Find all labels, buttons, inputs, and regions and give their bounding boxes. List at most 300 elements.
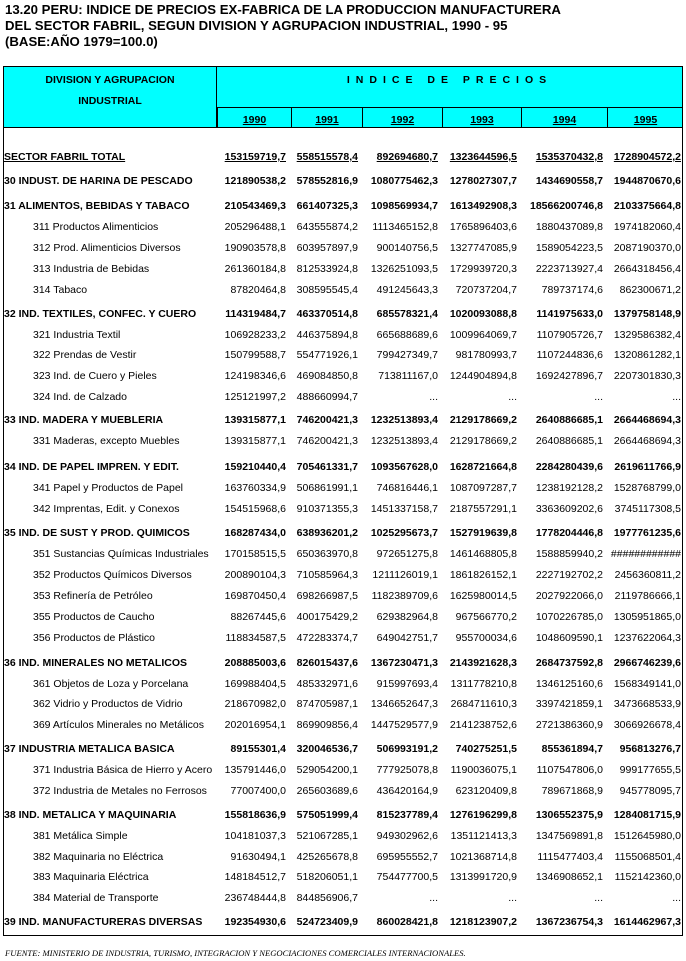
- table-row: [3, 460, 683, 474]
- value-cell-1995: 2087190370,0: [613, 242, 681, 254]
- value-cell-1993: ...: [508, 391, 517, 403]
- table-row: [3, 784, 683, 798]
- year-header-1991: 1991: [291, 107, 362, 128]
- value-cell-1993: 1276196299,8: [449, 809, 517, 821]
- value-cell-1993: 740275251,5: [455, 743, 517, 755]
- value-cell-1990: 208885003,6: [224, 657, 286, 669]
- value-cell-1990: 155818636,9: [224, 809, 286, 821]
- value-cell-1994: 1346908652,1: [535, 871, 603, 883]
- table-row: [3, 262, 683, 276]
- table-row: [3, 241, 683, 255]
- value-cell-1991: 265603689,6: [296, 785, 358, 797]
- value-cell-1995: 1944870670,6: [613, 175, 681, 187]
- value-cell-1995: 1379758148,9: [613, 308, 681, 320]
- value-cell-1995: ...: [672, 892, 681, 904]
- value-cell-1990: 218670982,0: [224, 698, 286, 710]
- table-row: [3, 697, 683, 711]
- value-cell-1992: ...: [429, 391, 438, 403]
- year-header-1993: 1993: [442, 107, 521, 128]
- value-cell-1993: 1313991720,9: [449, 871, 517, 883]
- value-cell-1995: 1528768799,0: [613, 482, 681, 494]
- value-cell-1994: 2684737592,8: [535, 657, 603, 669]
- table-row: [3, 718, 683, 732]
- row-label: 351 Sustancias Químicas Industriales: [33, 548, 209, 560]
- value-cell-1995: 2103375664,8: [613, 200, 681, 212]
- table-row: [3, 763, 683, 777]
- value-cell-1990: 153159719,7: [224, 151, 286, 163]
- value-cell-1991: 518206051,1: [296, 871, 358, 883]
- value-cell-1994: 855361894,7: [541, 743, 603, 755]
- value-cell-1990: 118834587,5: [225, 632, 286, 644]
- value-cell-1991: 826015437,6: [296, 657, 358, 669]
- table-row: [3, 413, 683, 427]
- value-cell-1992: 949302962,6: [376, 830, 438, 842]
- value-cell-1995: 2664468694,3: [613, 414, 681, 426]
- value-cell-1994: 1141975633,0: [536, 308, 603, 320]
- value-cell-1991: 643555874,2: [296, 221, 358, 233]
- year-header-1994: 1994: [521, 107, 607, 128]
- value-cell-1991: 698266987,5: [296, 590, 358, 602]
- row-label: 383 Maquinaria Eléctrica: [33, 871, 149, 883]
- value-cell-1991: 705461331,7: [296, 461, 358, 473]
- value-cell-1990: 87820464,8: [230, 284, 286, 296]
- value-cell-1991: 746200421,3: [296, 414, 358, 426]
- value-cell-1995: 1237622064,3: [613, 632, 681, 644]
- value-cell-1993: ...: [508, 892, 517, 904]
- value-cell-1991: 521067285,1: [296, 830, 358, 842]
- table-row: [3, 369, 683, 383]
- value-cell-1992: 746816446,1: [376, 482, 438, 494]
- row-label: 37 INDUSTRIA METALICA BASICA: [4, 743, 175, 755]
- value-cell-1992: 972651275,8: [376, 548, 438, 560]
- value-cell-1993: 1628721664,8: [449, 461, 517, 473]
- value-cell-1991: 650363970,8: [296, 548, 358, 560]
- value-cell-1993: 1278027307,7: [449, 175, 517, 187]
- table-row: [3, 631, 683, 645]
- value-cell-1992: 777925078,8: [376, 764, 438, 776]
- value-cell-1993: 1218123907,2: [449, 916, 517, 928]
- value-cell-1993: 967566770,2: [455, 611, 517, 623]
- value-cell-1993: 1613492908,3: [449, 200, 517, 212]
- row-label: 36 IND. MINERALES NO METALICOS: [4, 657, 187, 669]
- page-title: [5, 2, 561, 50]
- value-cell-1991: 710585964,3: [296, 569, 358, 581]
- value-cell-1993: 1327747085,9: [449, 242, 517, 254]
- value-cell-1991: 578552816,9: [296, 175, 358, 187]
- value-cell-1994: 18566200746,8: [530, 200, 603, 212]
- row-label: 39 IND. MANUFACTURERAS DIVERSAS: [4, 916, 203, 928]
- row-label: 324 Ind. de Calzado: [33, 391, 127, 403]
- value-cell-1992: 1232513893,4: [370, 435, 438, 447]
- value-cell-1994: 789671868,9: [541, 785, 603, 797]
- value-cell-1990: 106928233,2: [224, 329, 286, 341]
- row-label: 382 Maquinaria no Eléctrica: [33, 851, 164, 863]
- value-cell-1991: 874705987,1: [296, 698, 358, 710]
- row-label: 30 INDUST. DE HARINA DE PESCADO: [4, 175, 193, 187]
- table-row: [3, 328, 683, 342]
- value-cell-1994: 1107905726,7: [536, 329, 603, 341]
- table-row: [3, 829, 683, 843]
- row-label: 342 Imprentas, Edit. y Conexos: [33, 503, 180, 515]
- value-cell-1995: 1305951865,0: [613, 611, 681, 623]
- row-label: 31 ALIMENTOS, BEBIDAS Y TABACO: [4, 200, 190, 212]
- value-cell-1995: 999177655,5: [619, 764, 681, 776]
- row-label: 355 Productos de Caucho: [33, 611, 155, 623]
- row-label: 381 Metálica Simple: [33, 830, 128, 842]
- value-cell-1995: 2119786666,1: [614, 590, 681, 602]
- value-cell-1990: 169988404,5: [224, 678, 286, 690]
- value-cell-1993: 1625980014,5: [449, 590, 517, 602]
- value-cell-1995: 1512645980,0: [613, 830, 681, 842]
- value-cell-1994: 1434690558,7: [535, 175, 603, 187]
- value-cell-1995: 945778095,7: [619, 785, 681, 797]
- row-label: 361 Objetos de Loza y Porcelana: [33, 678, 189, 690]
- value-cell-1990: 88267445,6: [230, 611, 286, 623]
- indice-header: INDICE DE PRECIOS: [217, 67, 682, 108]
- value-cell-1994: 1070226785,0: [535, 611, 603, 623]
- value-cell-1995: 1728904572,2: [613, 151, 681, 163]
- value-cell-1990: 125121997,2: [224, 391, 286, 403]
- value-cell-1993: 2684711610,3: [450, 698, 517, 710]
- title-line-2: DEL SECTOR FABRIL, SEGUN DIVISION Y AGRUPACION INDUSTRIAL, 1990 - 95: [5, 18, 508, 33]
- value-cell-1993: 623120409,8: [455, 785, 517, 797]
- value-cell-1992: 665688689,6: [376, 329, 438, 341]
- table-row: [3, 891, 683, 905]
- value-cell-1992: 892694680,7: [376, 151, 438, 163]
- value-cell-1991: 558515578,4: [296, 151, 358, 163]
- year-header-1992: 1992: [362, 107, 442, 128]
- value-cell-1990: 150799588,7: [224, 349, 286, 361]
- value-cell-1990: 139315877,1: [224, 435, 286, 447]
- row-label: 322 Prendas de Vestir: [33, 349, 137, 361]
- value-cell-1993: 955700034,6: [455, 632, 517, 644]
- table-row: [3, 915, 683, 929]
- value-cell-1994: 1115477403,4: [537, 851, 603, 863]
- value-cell-1991: 661407325,3: [296, 200, 358, 212]
- division-header: [4, 67, 217, 127]
- title-line-3: (BASE:AÑO 1979=100.0): [5, 34, 158, 49]
- table-row: [3, 808, 683, 822]
- value-cell-1990: 200890104,3: [224, 569, 286, 581]
- value-cell-1994: 1588859940,2: [535, 548, 603, 560]
- value-cell-1993: 1190036075,1: [450, 764, 517, 776]
- value-cell-1992: 1098569934,7: [370, 200, 438, 212]
- row-label: 362 Vidrio y Productos de Vidrio: [33, 698, 183, 710]
- table-row: [3, 589, 683, 603]
- value-cell-1995: 1614462967,3: [613, 916, 681, 928]
- value-cell-1991: 869909856,4: [296, 719, 358, 731]
- value-cell-1993: 1323644596,5: [449, 151, 517, 163]
- value-cell-1994: 2027922066,0: [535, 590, 603, 602]
- value-cell-1992: 629382964,8: [376, 611, 438, 623]
- value-cell-1994: 1367236754,3: [535, 916, 603, 928]
- value-cell-1992: 799427349,7: [376, 349, 438, 361]
- value-cell-1992: 491245643,3: [376, 284, 438, 296]
- value-cell-1992: 1451337158,7: [370, 503, 438, 515]
- value-cell-1990: 190903578,8: [224, 242, 286, 254]
- table-row: [3, 850, 683, 864]
- table-row: [3, 150, 683, 164]
- value-cell-1990: 205296488,1: [224, 221, 286, 233]
- value-cell-1994: 1107547806,0: [536, 764, 603, 776]
- value-cell-1995: 862300671,2: [619, 284, 681, 296]
- value-cell-1994: 2227192702,2: [535, 569, 603, 581]
- value-cell-1993: 1351121413,3: [450, 830, 517, 842]
- row-label: 352 Productos Químicos Diversos: [33, 569, 192, 581]
- value-cell-1992: 1025295673,7: [370, 527, 438, 539]
- value-cell-1995: 1284081715,9: [613, 809, 681, 821]
- table-row: [3, 742, 683, 756]
- value-cell-1991: 425265678,8: [296, 851, 358, 863]
- value-cell-1993: 1311778210,8: [450, 678, 517, 690]
- row-label: SECTOR FABRIL TOTAL: [4, 151, 126, 163]
- value-cell-1995: 2456360811,2: [614, 569, 681, 581]
- value-cell-1995: 2664468694,3: [613, 435, 681, 447]
- value-cell-1992: 649042751,7: [376, 632, 438, 644]
- value-cell-1995: 1977761235,6: [613, 527, 681, 539]
- value-cell-1990: 163760334,9: [224, 482, 286, 494]
- value-cell-1990: 135791446,0: [224, 764, 286, 776]
- value-cell-1995: 2966746239,6: [613, 657, 681, 669]
- table-row: [3, 199, 683, 213]
- year-header-1990: 1990: [217, 107, 291, 128]
- table-row: [3, 610, 683, 624]
- value-cell-1992: 1093567628,0: [370, 461, 438, 473]
- value-cell-1993: 1244904894,8: [449, 370, 517, 382]
- value-cell-1992: 815237789,4: [376, 809, 438, 821]
- value-cell-1991: 463370514,8: [296, 308, 358, 320]
- value-cell-1994: 2721386360,9: [535, 719, 603, 731]
- value-cell-1990: 236748444,8: [224, 892, 286, 904]
- table-row: [3, 174, 683, 188]
- value-cell-1991: 506861991,1: [296, 482, 358, 494]
- row-label: 311 Productos Alimenticios: [33, 221, 159, 233]
- value-cell-1993: 1527919639,8: [449, 527, 517, 539]
- value-cell-1991: 812533924,8: [296, 263, 358, 275]
- value-cell-1991: 469084850,8: [296, 370, 358, 382]
- value-cell-1992: 1232513893,4: [370, 414, 438, 426]
- value-cell-1993: 720737204,7: [455, 284, 517, 296]
- value-cell-1992: 1326251093,5: [370, 263, 438, 275]
- value-cell-1992: 1367230471,3: [370, 657, 438, 669]
- value-cell-1993: 1461468805,8: [449, 548, 517, 560]
- value-cell-1994: 1048609590,1: [535, 632, 603, 644]
- value-cell-1990: 202016954,1: [224, 719, 286, 731]
- value-cell-1994: 2284280439,6: [535, 461, 603, 473]
- value-cell-1992: 860028421,8: [376, 916, 438, 928]
- table-header: [3, 66, 683, 128]
- value-cell-1993: 1765896403,6: [449, 221, 517, 233]
- value-cell-1990: 170158515,5: [224, 548, 286, 560]
- value-cell-1990: 168287434,0: [224, 527, 286, 539]
- value-cell-1993: 1020093088,8: [449, 308, 517, 320]
- value-cell-1994: 1589054223,5: [535, 242, 603, 254]
- source-note: FUENTE: MINISTERIO DE INDUSTRIA, TURISMO, INTEGRACION Y NEGOCIACIONES COMERCIALES INTERNACIONALES.: [5, 948, 466, 958]
- value-cell-1990: 121890538,2: [224, 175, 286, 187]
- row-label: 341 Papel y Productos de Papel: [33, 482, 184, 494]
- value-cell-1991: 844856906,7: [296, 892, 358, 904]
- value-cell-1993: 1861826152,1: [449, 569, 517, 581]
- value-cell-1995: 1329586382,4: [613, 329, 681, 341]
- value-cell-1995: 2664318456,4: [613, 263, 681, 275]
- value-cell-1990: 159210440,4: [224, 461, 286, 473]
- row-label: 33 IND. MADERA Y MUEBLERIA: [4, 414, 164, 426]
- value-cell-1995: 2619611766,9: [614, 461, 681, 473]
- value-cell-1995: ...: [672, 391, 681, 403]
- value-cell-1993: 1009964069,7: [449, 329, 517, 341]
- value-cell-1991: 400175429,2: [296, 611, 358, 623]
- row-label: 35 IND. DE SUST Y PROD. QUIMICOS: [4, 527, 190, 539]
- value-cell-1992: 436420164,9: [376, 785, 438, 797]
- value-cell-1995: 1974182060,4: [613, 221, 681, 233]
- row-label: 353 Refinería de Petróleo: [33, 590, 153, 602]
- value-cell-1993: 2129178669,2: [449, 435, 517, 447]
- value-cell-1990: 77007400,0: [230, 785, 286, 797]
- value-cell-1992: 1346652647,3: [370, 698, 438, 710]
- value-cell-1993: 2141238752,6: [449, 719, 517, 731]
- row-label: 313 Industria de Bebidas: [33, 263, 150, 275]
- value-cell-1990: 124198346,6: [224, 370, 286, 382]
- value-cell-1995: 3066926678,4: [613, 719, 681, 731]
- table-row: [3, 481, 683, 495]
- row-label: 312 Prod. Alimenticios Diversos: [33, 242, 181, 254]
- value-cell-1992: 506993191,2: [376, 743, 438, 755]
- value-cell-1991: 575051999,4: [296, 809, 358, 821]
- value-cell-1994: 1107244836,6: [536, 349, 603, 361]
- value-cell-1991: 746200421,3: [296, 435, 358, 447]
- value-cell-1992: ...: [429, 892, 438, 904]
- table-row: [3, 526, 683, 540]
- value-cell-1990: 148184512,7: [224, 871, 286, 883]
- value-cell-1990: 192354930,6: [224, 916, 286, 928]
- table-row: [3, 390, 683, 404]
- row-label: 314 Tabaco: [33, 284, 88, 296]
- value-cell-1993: 1729939720,3: [449, 263, 517, 275]
- value-cell-1991: 603957897,9: [296, 242, 358, 254]
- value-cell-1990: 169870450,4: [224, 590, 286, 602]
- table-row: [3, 283, 683, 297]
- value-cell-1992: 1182389709,6: [371, 590, 438, 602]
- value-cell-1995: 3745117308,5: [614, 503, 681, 515]
- year-header-1995: 1995: [607, 107, 683, 128]
- value-cell-1991: 320046536,7: [296, 743, 358, 755]
- value-cell-1991: 488660994,7: [296, 391, 358, 403]
- value-cell-1995: 1155068501,4: [614, 851, 681, 863]
- value-cell-1991: 638936201,2: [296, 527, 358, 539]
- value-cell-1994: 1306552375,9: [535, 809, 603, 821]
- table-row: [3, 568, 683, 582]
- value-cell-1993: 2143921628,3: [449, 657, 517, 669]
- value-cell-1995: 1320861282,1: [613, 349, 681, 361]
- value-cell-1995: ############: [610, 548, 681, 560]
- value-cell-1991: 554771926,1: [296, 349, 358, 361]
- value-cell-1990: 139315877,1: [224, 414, 286, 426]
- value-cell-1995: 1152142360,0: [614, 871, 681, 883]
- value-cell-1990: 210543469,3: [224, 200, 286, 212]
- value-cell-1992: 1080775462,3: [370, 175, 438, 187]
- table-row: [3, 348, 683, 362]
- table-row: [3, 870, 683, 884]
- row-label: 369 Artículos Minerales no Metálicos: [33, 719, 204, 731]
- row-label: 38 IND. METALICA Y MAQUINARIA: [4, 809, 177, 821]
- value-cell-1994: 789737174,6: [541, 284, 603, 296]
- value-cell-1993: 2187557291,1: [449, 503, 517, 515]
- row-label: 323 Ind. de Cuero y Pieles: [33, 370, 157, 382]
- value-cell-1994: 1778204446,8: [535, 527, 603, 539]
- value-cell-1994: 2640886685,1: [535, 435, 603, 447]
- value-cell-1991: 446375894,8: [296, 329, 358, 341]
- value-cell-1992: 754477700,5: [376, 871, 438, 883]
- value-cell-1991: 308595545,4: [296, 284, 358, 296]
- row-label: 356 Productos de Plástico: [33, 632, 155, 644]
- value-cell-1992: 713811167,0: [378, 370, 438, 382]
- value-cell-1992: 1211126019,1: [372, 569, 438, 581]
- value-cell-1991: 524723409,9: [296, 916, 358, 928]
- value-cell-1990: 114319484,7: [225, 308, 286, 320]
- value-cell-1991: 910371355,3: [296, 503, 358, 515]
- row-label: 34 IND. DE PAPEL IMPREN. Y EDIT.: [4, 461, 179, 473]
- value-cell-1994: 2223713927,4: [535, 263, 603, 275]
- row-label: 384 Material de Transporte: [33, 892, 159, 904]
- value-cell-1993: 2129178669,2: [449, 414, 517, 426]
- value-cell-1995: 3473668533,9: [613, 698, 681, 710]
- value-cell-1994: 1346125160,6: [535, 678, 603, 690]
- value-cell-1994: 1880437089,8: [535, 221, 603, 233]
- value-cell-1990: 261360184,8: [224, 263, 286, 275]
- value-cell-1992: 685578321,4: [376, 308, 438, 320]
- value-cell-1993: 981780993,7: [455, 349, 517, 361]
- table-row: [3, 307, 683, 321]
- table-row: [3, 434, 683, 448]
- value-cell-1992: 1113465152,8: [372, 221, 438, 233]
- row-label: 321 Industria Textil: [33, 329, 121, 341]
- row-label: 371 Industria Básica de Hierro y Acero: [33, 764, 213, 776]
- title-line-1: 13.20 PERU: INDICE DE PRECIOS EX-FABRICA DE LA PRODUCCION MANUFACTURERA: [5, 2, 561, 17]
- value-cell-1992: 1447529577,9: [370, 719, 438, 731]
- value-cell-1994: ...: [594, 391, 603, 403]
- value-cell-1994: 3363609202,6: [535, 503, 603, 515]
- value-cell-1994: 1238192128,2: [535, 482, 603, 494]
- value-cell-1990: 89155301,4: [230, 743, 286, 755]
- value-cell-1990: 91630494,1: [230, 851, 286, 863]
- table-row: [3, 656, 683, 670]
- value-cell-1992: 900140756,5: [376, 242, 438, 254]
- value-cell-1994: 1535370432,8: [535, 151, 603, 163]
- value-cell-1994: 2640886685,1: [535, 414, 603, 426]
- value-cell-1995: 1568349141,0: [613, 678, 681, 690]
- value-cell-1992: 695955552,7: [376, 851, 438, 863]
- value-cell-1992: 915997693,4: [376, 678, 438, 690]
- value-cell-1994: 1347569891,8: [535, 830, 603, 842]
- table-row: [3, 547, 683, 561]
- value-cell-1995: 2207301830,3: [613, 370, 681, 382]
- division-header-line1: DIVISION Y AGRUPACION: [45, 74, 175, 86]
- value-cell-1991: 529054200,1: [296, 764, 358, 776]
- value-cell-1993: 1021368714,8: [449, 851, 517, 863]
- row-label: 331 Maderas, excepto Muebles: [33, 435, 180, 447]
- value-cell-1990: 104181037,3: [224, 830, 286, 842]
- value-cell-1994: 3397421859,1: [535, 698, 603, 710]
- value-cell-1991: 472283374,7: [296, 632, 358, 644]
- value-cell-1993: 1087097287,7: [449, 482, 517, 494]
- table-row: [3, 502, 683, 516]
- value-cell-1995: 956813276,7: [619, 743, 681, 755]
- division-header-line2: INDUSTRIAL: [78, 95, 142, 107]
- value-cell-1994: 1692427896,7: [535, 370, 603, 382]
- table-row: [3, 220, 683, 234]
- row-label: 372 Industria de Metales no Ferrosos: [33, 785, 207, 797]
- table-row: [3, 677, 683, 691]
